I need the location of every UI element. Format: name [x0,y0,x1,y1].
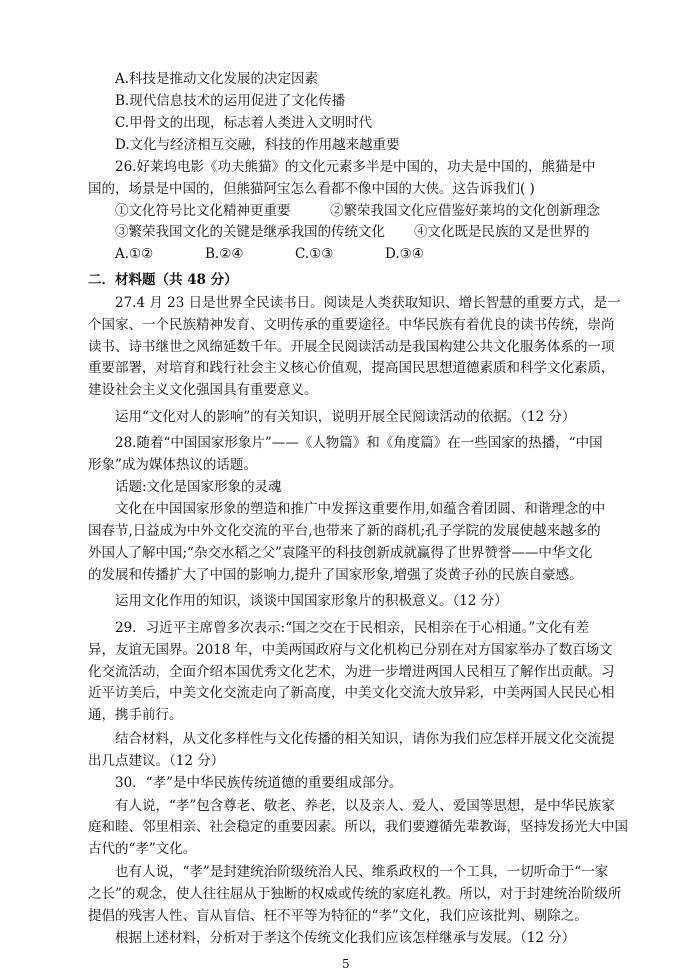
q27-material-line: 建设社会主义文化强国具有重要意义。 [88,382,318,398]
q29-question: 结合材料，从文化多样性与文化传播的相关知识，请你为我们应怎样开展文化交流提 [115,731,615,747]
q30-question: 根据上述材料，分析对于孝这个传统文化我们应该怎样继承与发展。（12 分） [115,930,576,946]
q26-statement-2: ②繁荣我国文化应借鉴好莱坞的文化创新理念 [330,203,600,219]
q25-option-a: A.科技是推动文化发展的决定因素 [115,71,319,87]
q30-material-line: 古代的“孝”文化。 [88,841,197,857]
q28-question: 运用文化作用的知识，谈谈中国国家形象片的积极意义。（12 分） [115,593,508,609]
q29-question: 出几点建议。（12 分） [88,753,225,769]
q28-material-line: 的发展和传播扩大了中国的影响力,提升了国家形象,增强了炎黄子孙的民族自豪感。 [88,567,583,583]
q27-material-line: 读书、诗书继世之风绵延数千年。开展全民阅读活动是我国构建公共文化服务体系的一项 [88,339,615,355]
q26-stem-line: 国的，场景是中国的，但熊猫阿宝怎么看都不像中国的大侠。这告诉我们( ) [88,181,535,197]
q30-material-line: 庭和睦、邻里相亲、社会稳定的重要因素。所以，我们要遵循先辈教诲，坚持发扬光大中国 [88,819,628,835]
q27-material-line: 个国家、一个民族精神发育、文明传承的重要途径。中华民族有着优良的读书传统，崇尚 [88,317,615,333]
q26-choice-a: A.①② [115,246,154,262]
q26-choice-b: B.②④ [205,246,244,262]
q28-material-line: 28.随着“中国国家形象片”——《人物篇》和《角度篇》在一些国家的热播，“中国 [115,435,603,451]
q26-statement-4: ④文化既是民族的又是世界的 [414,224,590,240]
q28-topic: 话题:文化是国家形象的灵魂 [115,479,282,495]
q30-material-line: 有人说，“孝”包含尊老、敬老、养老，以及亲人、爱人、爱国等思想，是中华民族家 [115,798,615,814]
q27-material-line: 重要部署，对培育和践行社会主义核心价值观，提高国民思想道德素质和科学文化素质， [88,360,615,376]
q25-option-c: C.甲骨文的出现，标志着人类进入文明时代 [115,115,373,131]
q30-material-line: 提倡的残害人性、盲从盲信、枉不平等为特征的“孝”文化，我们应该批判、剔除之。 [88,908,588,924]
q28-material-line: 外国人了解中国;“杂交水稻之父”袁隆平的科技创新成就赢得了世界赞誉——中华文化 [88,545,593,561]
q25-option-b: B.现代信息技术的运用促进了文化传播 [115,93,346,109]
q29-material-line: 通，携手前行。 [88,707,183,723]
q29-material-line: 异，友谊无国界。2018 年，中美两国政府与文化机构已分别在对方国家举办了数百场文 [88,642,613,658]
q26-statement-1: ①文化符号比文化精神更重要 [115,203,291,219]
q28-material-line: 国春节,日益成为中外文化交流的平台,也带来了新的商机;孔子学院的发展使越来越多的 [88,523,601,539]
q28-material-line: 形象”成为媒体热议的话题。 [88,457,257,473]
q27-material-line: 27.4 月 23 日是世界全民读书日。阅读是人类获取知识、增长智慧的重要方式，是一 [115,295,621,311]
section-heading: 二．材料题（共 48 分） [88,272,238,288]
q30-material-line: 之长”的观念，使人往往屈从于独断的权威或传统的家庭礼教。所以，对于封建统治阶级所 [88,886,622,902]
q29-material-line: 近平访美后，中美文化交流走向了新高度，中美文化交流大放异彩，中美两国人民民心相 [88,685,615,701]
q30-intro: 30．“孝”是中华民族传统道德的重要组成部分。 [115,775,403,791]
q26-choice-c: C.①③ [295,246,334,262]
q30-material-line: 也有人说，“孝”是封建统治阶级统治人民、维系政权的一个工具，一切听命于“一家 [115,864,609,880]
q29-material-line: 化交流活动，全面介绍本国优秀文化艺术，为进一步增进两国人民相互了解作出贡献。习 [88,664,615,680]
q26-stem-line: 26.好莱坞电影《功夫熊猫》的文化元素多半是中国的，功夫是中国的，熊猫是中 [115,159,596,175]
page-number: 5 [342,957,350,971]
q29-material-line: 29．习近平主席曾多次表示:“国之交在于民相亲，民相亲在于心相通。”文化有差 [115,620,590,636]
q26-statement-3: ③繁荣我国文化的关键是继承我国的传统文化 [115,224,385,240]
q28-material-line: 文化在中国国家形象的塑造和推广中发挥这重要作用,如蕴含着团圆、和谐理念的中 [115,501,606,517]
q27-question: 运用“文化对人的影响”的有关知识，说明开展全民阅读活动的依据。（12 分） [115,409,576,425]
q26-choice-d: D.③④ [385,246,424,262]
q25-option-d: D.文化与经济相互交融，科技的作用越来越重要 [115,137,400,153]
